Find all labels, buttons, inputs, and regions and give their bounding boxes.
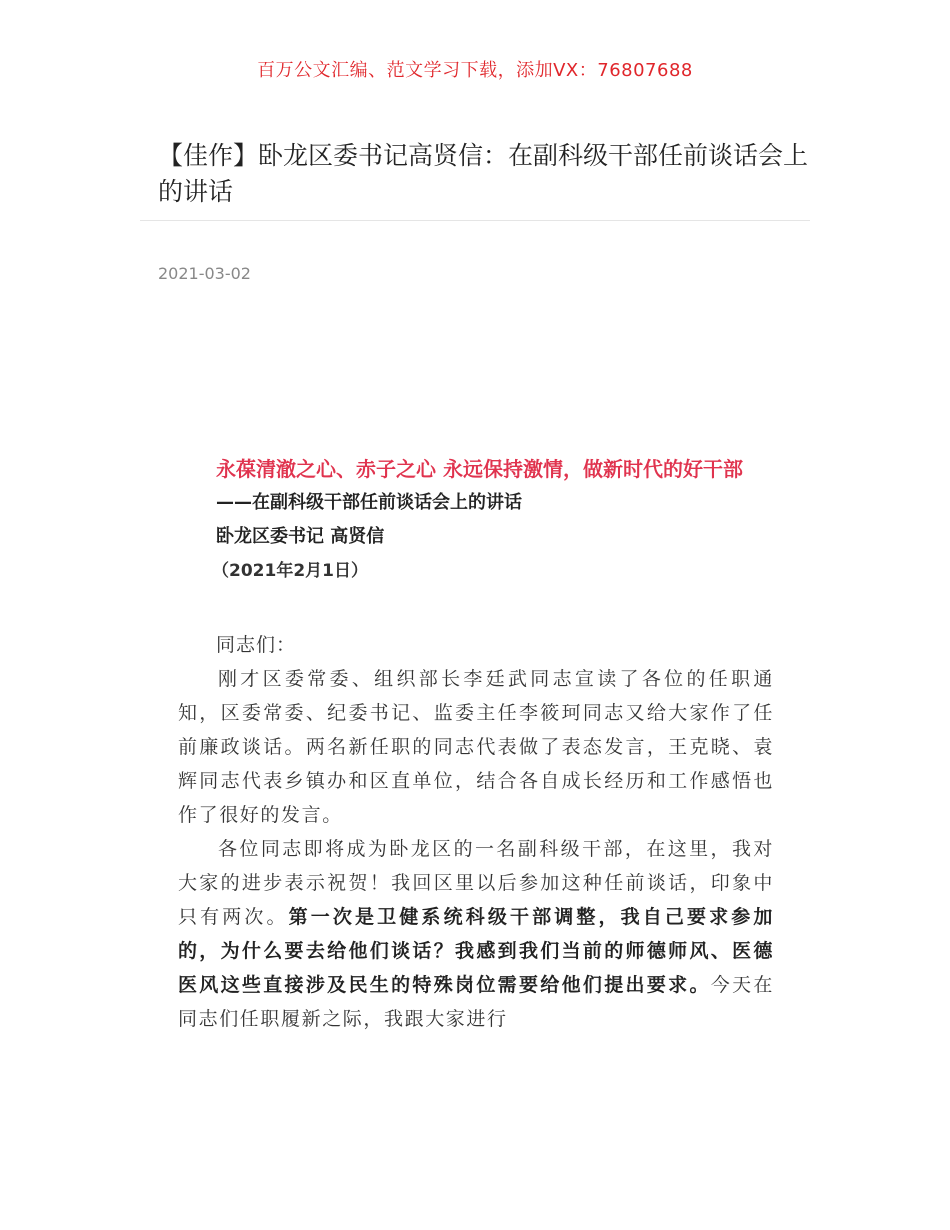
publish-date: 2021-03-02 — [158, 264, 251, 283]
article-body — [178, 452, 774, 1036]
promo-banner: 百万公文汇编、范文学习下载，添加VX：76807688 — [257, 60, 693, 81]
paragraph-2-intro: 各位同志即将成为卧龙区的一名副科级干部，在这里，我对大家的进步表示祝贺！我回区里以后参加这种任前谈话，印象中只有两次。 — [178, 838, 774, 928]
paragraph-2-emphasis: 第一次是卫健系统科级干部调整，我自己要求参加的，为什么要去给他们谈话？我感到我们当前的师德师风、医德医风这些直接涉及民生的特殊岗位需要给他们提出要求。 — [178, 906, 774, 996]
paragraph-2-continuation: 今天在同志们任职履新之际，我跟大家进行 — [178, 974, 774, 1030]
speech-date: （2021年2月1日） — [212, 561, 368, 581]
speech-headline: 永葆清澈之心、赤子之心 永远保持激情，做新时代的好干部 — [216, 457, 743, 481]
title-divider — [140, 220, 810, 221]
article-title: 【佳作】卧龙区委书记高贤信：在副科级干部任前谈话会上的讲话 — [158, 141, 809, 206]
salutation: 同志们： — [216, 634, 297, 656]
paragraph-2 — [178, 832, 774, 1036]
speech-subtitle: ——在副科级干部任前谈话会上的讲话 — [216, 492, 522, 513]
speech-author: 卧龙区委书记 高贤信 — [216, 526, 385, 547]
paragraph-1: 刚才区委常委、组织部长李廷武同志宣读了各位的任职通知，区委常委、纪委书记、监委主任李筱珂同志又给大家作了任前廉政谈话。两名新任职的同志代表做了表态发言，王克晓、袁辉同志代表乡镇办和区直单位，结合各自成长经历和工作感悟也作了很好的发言。 — [178, 668, 774, 826]
